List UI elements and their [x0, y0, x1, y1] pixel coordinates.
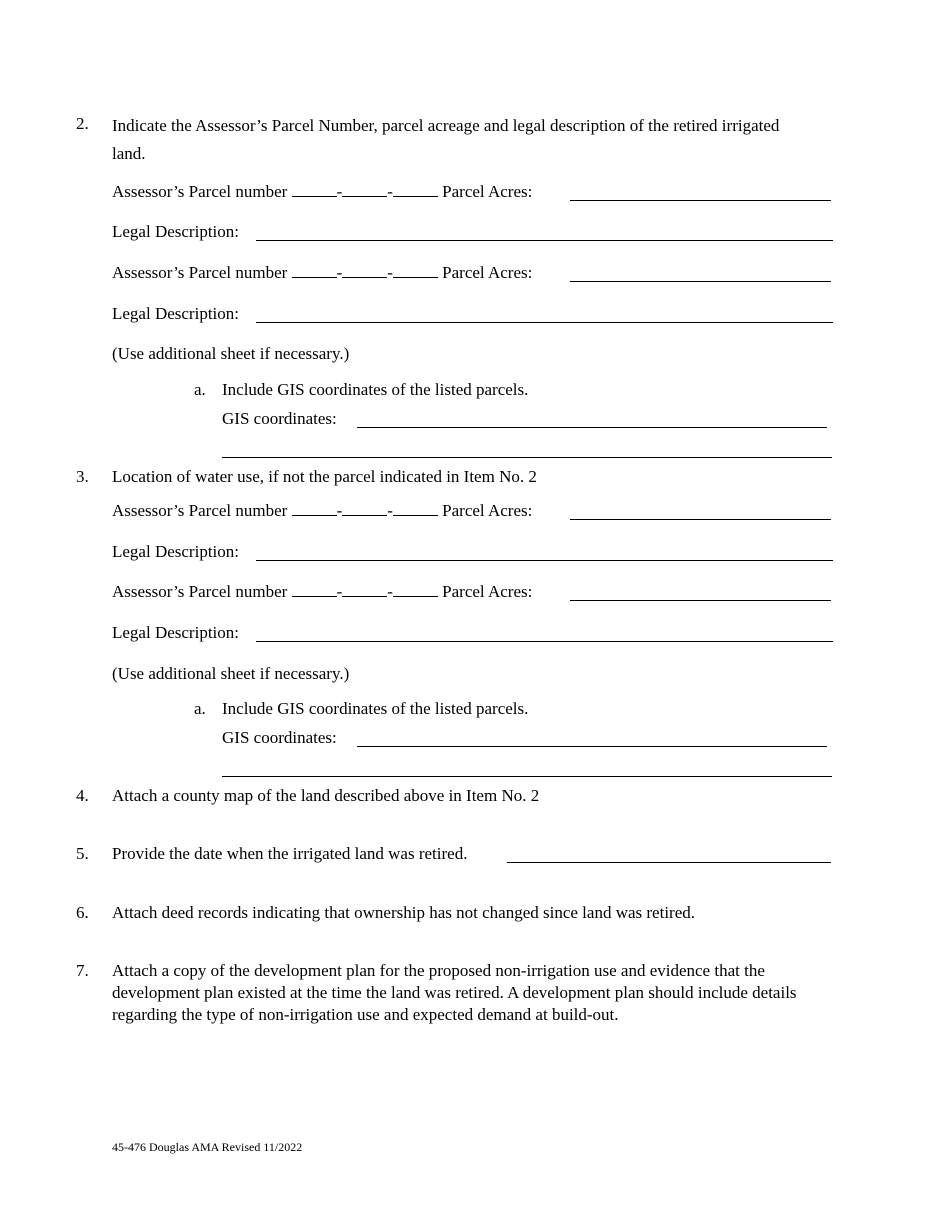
legal-description-field[interactable]	[256, 560, 833, 561]
item-7-text: Attach a copy of the development plan for the proposed non-irrigation use and evidence that the development plan existed at the time the land was retired. A development plan should include details regarding the type of non-irrigation use and expected demand at build-out.	[112, 961, 797, 1024]
form-footer: 45-476 Douglas AMA Revised 11/2022	[112, 1140, 303, 1154]
item-5-number: 5.	[76, 844, 89, 863]
parcel-acres-label: Parcel Acres:	[442, 182, 533, 201]
parcel-number-book-field[interactable]	[292, 182, 337, 197]
sub-item-letter: a.	[194, 380, 206, 399]
parcel-acres-field[interactable]	[570, 600, 831, 601]
additional-sheet-note: (Use additional sheet if necessary.)	[112, 344, 350, 363]
parcel-number-label: Assessor’s Parcel number	[112, 182, 288, 201]
item-5-text: Provide the date when the irrigated land was retired.	[112, 844, 468, 863]
sub-item-letter: a.	[194, 699, 206, 718]
parcel-acres-field[interactable]	[570, 519, 831, 520]
legal-description-field[interactable]	[256, 641, 833, 642]
parcel-number-row-4: Assessor’s Parcel number - - Parcel Acres:	[112, 582, 533, 601]
parcel-acres-label: Parcel Acres:	[442, 263, 533, 282]
parcel-number-label: Assessor’s Parcel number	[112, 263, 288, 282]
parcel-number-row-3: Assessor’s Parcel number - - Parcel Acres:	[112, 501, 533, 520]
gis-coordinates-field[interactable]	[357, 427, 827, 428]
item-4-text: Attach a county map of the land described above in Item No. 2	[112, 786, 540, 805]
retirement-date-field[interactable]	[507, 862, 831, 863]
legal-description-label: Legal Description:	[112, 623, 239, 642]
parcel-number-parcel-field[interactable]	[393, 263, 438, 278]
parcel-acres-label: Parcel Acres:	[442, 501, 533, 520]
item-2-text: Indicate the Assessor’s Parcel Number, parcel acreage and legal description of the retired irrigated land.	[112, 116, 780, 163]
item-6-number: 6.	[76, 903, 89, 922]
parcel-number-row-1: Assessor’s Parcel number - - Parcel Acres:	[112, 182, 533, 201]
gis-coordinates-field-continued[interactable]	[222, 776, 832, 777]
gis-coordinates-field-continued[interactable]	[222, 457, 832, 458]
parcel-acres-label: Parcel Acres:	[442, 582, 533, 601]
sub-item-text: Include GIS coordinates of the listed parcels.	[222, 699, 529, 718]
parcel-number-map-field[interactable]	[342, 582, 387, 597]
legal-description-label: Legal Description:	[112, 304, 239, 323]
parcel-number-map-field[interactable]	[342, 501, 387, 516]
item-2-number: 2.	[76, 114, 89, 133]
parcel-number-map-field[interactable]	[342, 263, 387, 278]
item-3-number: 3.	[76, 467, 89, 486]
parcel-number-book-field[interactable]	[292, 582, 337, 597]
parcel-acres-field[interactable]	[570, 200, 831, 201]
legal-description-label: Legal Description:	[112, 222, 239, 241]
parcel-number-book-field[interactable]	[292, 263, 337, 278]
gis-coordinates-label: GIS coordinates:	[222, 728, 337, 747]
item-6-text: Attach deed records indicating that ownership has not changed since land was retired.	[112, 903, 695, 922]
parcel-number-label: Assessor’s Parcel number	[112, 501, 288, 520]
parcel-number-parcel-field[interactable]	[393, 582, 438, 597]
parcel-number-parcel-field[interactable]	[393, 182, 438, 197]
legal-description-field[interactable]	[256, 240, 833, 241]
legal-description-field[interactable]	[256, 322, 833, 323]
additional-sheet-note: (Use additional sheet if necessary.)	[112, 664, 350, 683]
legal-description-label: Legal Description:	[112, 542, 239, 561]
parcel-acres-field[interactable]	[570, 281, 831, 282]
gis-coordinates-label: GIS coordinates:	[222, 409, 337, 428]
parcel-number-book-field[interactable]	[292, 501, 337, 516]
parcel-number-label: Assessor’s Parcel number	[112, 582, 288, 601]
parcel-number-row-2: Assessor’s Parcel number - - Parcel Acres:	[112, 263, 533, 282]
item-3-text: Location of water use, if not the parcel indicated in Item No. 2	[112, 467, 537, 486]
parcel-number-parcel-field[interactable]	[393, 501, 438, 516]
item-4-number: 4.	[76, 786, 89, 805]
sub-item-text: Include GIS coordinates of the listed parcels.	[222, 380, 529, 399]
parcel-number-map-field[interactable]	[342, 182, 387, 197]
gis-coordinates-field[interactable]	[357, 746, 827, 747]
item-7-number: 7.	[76, 961, 89, 980]
